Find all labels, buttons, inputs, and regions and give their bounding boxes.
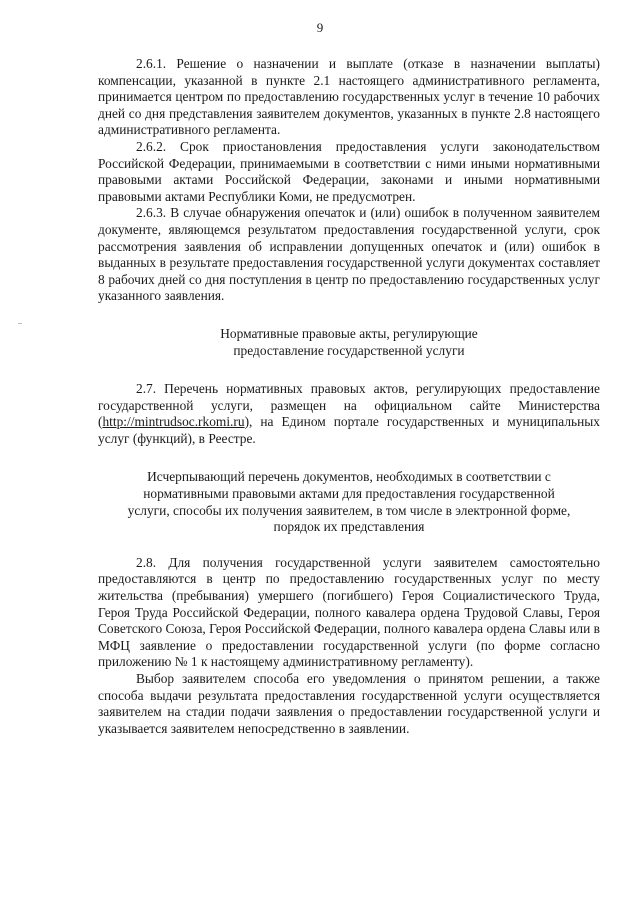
paragraph-2-6-2: 2.6.2. Срок приостановления предоставления услуги законодательством Российской Федерации, принимаемыми в соответствии с ними иными нормативными правовыми актами Российской Федерации, законами и иными нормативными правовыми актами Республики Коми, не предусмотрен. [98,138,600,204]
heading-line: предоставление государственной услуги [233,342,465,358]
paragraph-text: 2.7. Перечень нормативных правовых актов, регулирующих предоставление государственной услуги, размещен на официальном сайте Министерства ( [98,381,600,430]
heading-line: услуги, способы их получения заявителем, в том числе в электронной форме, [127,502,571,518]
paragraph-2-6-1: 2.6.1. Решение о назначении и выплате (отказе в назначении выплаты) компенсации, указанной в пункте 2.1 настоящего административного регламента, принимается центром по предоставлению государственных услуг в течение 10 рабочих дней со дня представления заявителем документов, указанных в пункте 2.8 настоящего административного регламента. [98,56,600,138]
document-body [98,56,600,737]
paragraph-2-6-3: 2.6.3. В случае обнаружения опечаток и (или) ошибок в полученном заявителем документе, являющемся результатом предоставления государственной услуги, срок рассмотрения заявления об исправлении допущенных опечаток и (или) ошибок в выданных в результате предоставления государственной услуги документах составляет 8 рабочих дней со дня поступления в центр по предоставлению государственных услуг указанного заявления. [98,205,600,304]
paragraph-text: ), на Едином портале государственных и муниципальных услуг (функций), в Реестре. [98,414,600,446]
heading-line: Исчерпывающий перечень документов, необходимых в соответствии с [147,469,551,485]
section-heading-documents [98,469,600,535]
page-number: 9 [316,20,324,35]
ministry-site-link[interactable]: http://mintrudsoc.rkomi.ru [102,414,245,430]
margin-mark [18,323,22,324]
heading-line: порядок их представления [273,519,425,535]
paragraph-2-8: 2.8. Для получения государственной услуги заявителем самостоятельно предоставляются в центр по предоставлению государственных услуг по месту жительства (пребывания) умершего (погибшего) Героя Социалистического Труда, Героя Труда Российской Федерации, полного кавалера ордена Трудовой Славы, Героя Советского Союза, Героя Российской Федерации, полного кавалера ордена Славы или в МФЦ заявление о предоставлении государственной услуги (по форме согласно приложению № 1 к настоящему административному регламенту). [98,554,600,670]
section-heading-legal-acts [98,326,600,359]
heading-line: нормативными правовыми актами для предоставления государственной [143,486,555,502]
heading-line: Нормативные правовые акты, регулирующие [220,325,478,341]
paragraph-2-7 [98,381,600,447]
paragraph-2-8-choice: Выбор заявителем способа его уведомления о принятом решении, а также способа выдачи результата предоставления государственной услуги осуществляется заявителем на стадии подачи заявления о предоставлении государственной услуги и указывается заявителем непосредственно в заявлении. [98,671,600,736]
